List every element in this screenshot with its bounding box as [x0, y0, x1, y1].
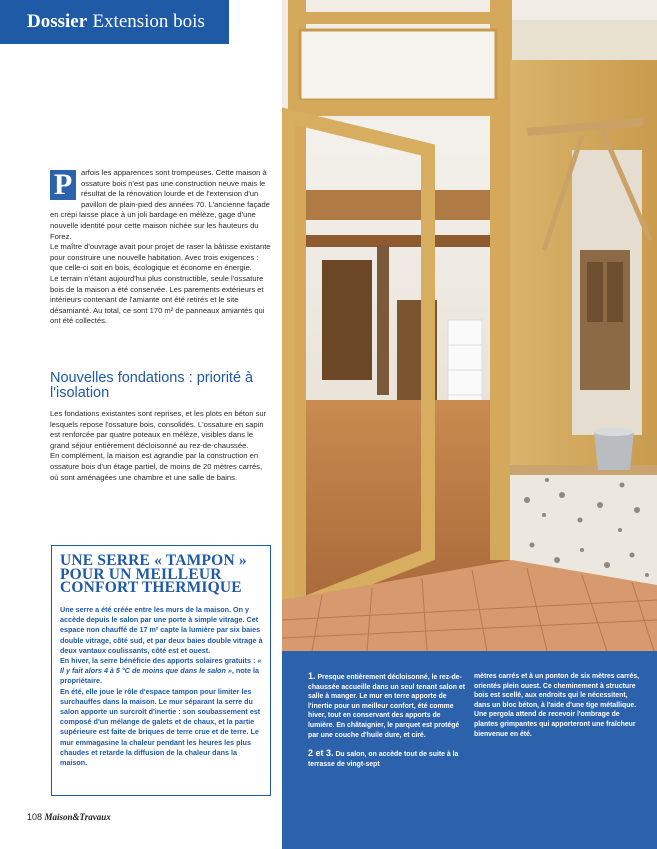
page-number: 108 — [27, 812, 43, 822]
owner-quote: « Il y fait alors 4 à 5 °C de moins que dans le salon » — [60, 656, 262, 676]
section2-text — [50, 409, 272, 483]
section2-paragraph: Les fondations existantes sont reprises, et les plots en béton sur lesquels repose l'ossature bois, consolidés. L'ossature en sapin est renforcée par quatre poteaux en mélèze, visibles dans le grand séjour entièrement décloisonné au rez-de-chaussée. — [50, 409, 267, 450]
subsection-heading: Nouvelles fondations : priorité à l'isolation — [50, 370, 254, 401]
caption-1: 1. Presque entièrement décloisonné, le rez-de-chaussée accueille dans un seul tenant salon et salle à manger. Le mur en terre apporte de l'inertie pour un meilleur confort, été comme hiver, tout en conservant des apports de lumière. En châtaignier, le parquet est protégé par une couche d'huile dure, et ciré. — [308, 671, 466, 739]
caption-2-3-continued: mètres carrés et à un ponton de six mètres carrés, orientés plein ouest. Ce cheminement à structure bois est scellé, aux endroits qui le nécessitent, dans un bloc béton, à l'aide d'une tige métallique. Une pergola attend de recevoir l'ombrage de plantes grimpantes qui apporteront une fraîcheur bienvenue en été. — [474, 673, 640, 738]
magazine-logo: Maison&Travaux — [44, 812, 111, 822]
sidebar-box-title: UNE SERRE « TAMPON » POUR UN MEILLEUR CONFORT THERMIQUE — [60, 552, 247, 596]
caption-2-3: 2 et 3. Du salon, on accède tout de suite à la terrasse de vingt-sept — [308, 748, 459, 768]
section-label: Dossier — [27, 11, 88, 32]
section-topic: Extension bois — [92, 11, 205, 32]
interior-photo — [282, 0, 657, 651]
sidebar-paragraph: En hiver, la serre bénéficie des apports solaires gratuits : « Il y fait alors 4 à 5 °C de moins que dans le salon », note la propriétaire. — [60, 656, 262, 686]
drop-cap: P — [50, 170, 76, 200]
section2-paragraph: En complément, la maison est agrandie par la construction en ossature bois d'un étage partiel, de moins de 20 mètres carrés, où sont aménagées une chambre et une salle de bains. — [50, 451, 263, 482]
caption-column-left — [308, 672, 468, 769]
sidebar-paragraph: En été, elle joue le rôle d'espace tampon pour limiter les surchauffes dans la maison. Le mur séparant la serre du salon apporte un surcroît d'inertie : son soubassement est composé d'un mélange de galets et de chaux, et la partie supérieure est faite de briques de terre crue et de terre. Le mur emmagasine la chaleur pendant les heures les plus chaudes et retarde la diffusion de la chaleur dans la maison. — [60, 686, 261, 768]
page-footer — [27, 812, 111, 822]
caption-column-right — [474, 672, 644, 739]
intro-text — [50, 168, 272, 327]
caption-panel — [282, 651, 657, 849]
sidebar-box-body — [60, 605, 266, 768]
section-header — [0, 0, 229, 44]
sidebar-box — [51, 545, 271, 796]
sidebar-paragraph: Une serre a été créée entre les murs de la maison. On y accède depuis le salon par une porte à simple vitrage. Cet espace non chauffé de 17 m² capte la lumière par six baies double vitrage, côté sud, et par deux baies double vitrage à deux vantaux coulissants, côté est et ouest. — [60, 605, 263, 655]
section-title — [27, 11, 205, 33]
interior-photo-illustration — [282, 0, 657, 651]
intro-first-paragraph: P arfois les apparences sont trompeuses. Cette maison à ossature bois n'est pas une construction neuve mais le résultat de la rénovation lourde et de l'extension d'un pavillon de plain-pied des années 70. L'ancienne façade en crépi laisse place à un joli bardage en mélèze, gage d'une nouvelle identité pour cette maison nichée sur les hauteurs du Forez. — [50, 168, 270, 241]
intro-paragraph: Le maître d'ouvrage avait pour projet de raser la bâtisse existante pour construire une nouvelle habitation. Avec trois exigences : que celle-ci soit en bois, écologique et économe en énergie. — [50, 242, 271, 273]
intro-paragraph: Le terrain n'étant aujourd'hui plus constructible, seule l'ossature bois de la maison a été conservée. Les parements extérieurs et intérieurs contenant de l'amiante ont été retirés et le site désamianté. Au total, ce sont 170 m² de panneaux amiantés qui ont été collectés. — [50, 273, 265, 326]
